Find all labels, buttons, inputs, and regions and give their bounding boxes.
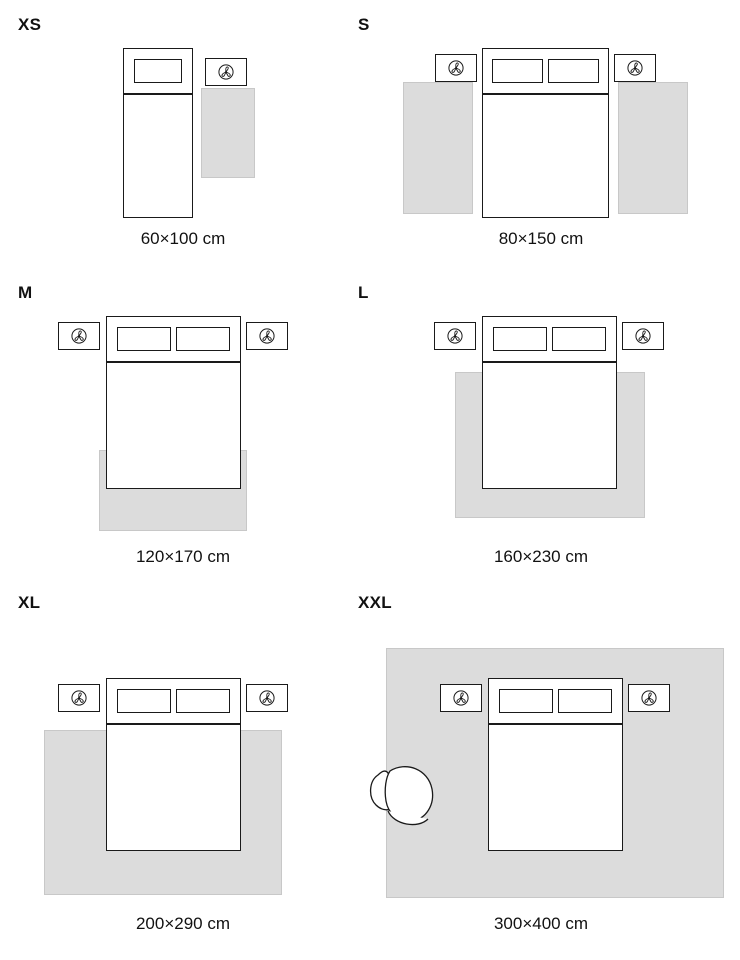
nightstand-xl-left — [58, 684, 100, 712]
size-label-xl: XL — [18, 593, 41, 612]
lamp-icon — [639, 688, 659, 708]
nightstand-l-left — [434, 322, 476, 350]
dimension-label-xl: 200×290 cm — [135, 914, 231, 933]
size-label-xxl: XXL — [358, 593, 392, 612]
pillow-xl-right — [176, 689, 230, 713]
dimension-label-l: 160×230 cm — [493, 547, 589, 566]
rug-shape-xs — [201, 88, 255, 178]
size-label-s: S — [358, 15, 370, 34]
nightstand-s-right — [614, 54, 656, 82]
pillow-m-right — [176, 327, 230, 351]
lamp-icon — [446, 58, 466, 78]
rug-size-cell-xs — [18, 12, 348, 262]
size-label-xs: XS — [18, 15, 42, 34]
dimension-label-m: 120×170 cm — [135, 547, 231, 566]
nightstand-m-right — [246, 322, 288, 350]
lamp-icon — [216, 62, 236, 82]
pillow-xxl-right — [558, 689, 612, 713]
nightstand-m-left — [58, 322, 100, 350]
dimension-label-s: 80×150 cm — [498, 229, 584, 248]
pillow-l-right — [552, 327, 606, 351]
rug-size-cell-xxl — [358, 590, 724, 950]
pillow-xs — [134, 59, 182, 83]
scene-m — [18, 298, 348, 528]
lamp-icon — [257, 688, 277, 708]
dimension-label-xxl: 300×400 cm — [493, 914, 589, 933]
nightstand-xl-right — [246, 684, 288, 712]
bed-xxl — [488, 724, 623, 851]
armchair-icon — [364, 755, 448, 837]
lamp-icon — [69, 688, 89, 708]
rug-size-cell-s — [358, 12, 724, 262]
size-label-m: M — [18, 283, 33, 302]
nightstand-xxl-left — [440, 684, 482, 712]
scene-s — [358, 30, 724, 210]
scene-xl — [18, 660, 348, 910]
lamp-icon — [445, 326, 465, 346]
lamp-icon — [633, 326, 653, 346]
rug-size-cell-l — [358, 280, 724, 580]
dimension-label-xs: 60×100 cm — [140, 229, 226, 248]
bed-m — [106, 362, 241, 489]
scene-xs — [18, 30, 348, 210]
lamp-icon — [451, 688, 471, 708]
scene-l — [358, 298, 724, 528]
nightstand-xxl-right — [628, 684, 670, 712]
bed-l — [482, 362, 617, 489]
bed-xs — [123, 94, 193, 218]
rug-shape-s-right — [618, 82, 688, 214]
bed-xl — [106, 724, 241, 851]
pillow-m-left — [117, 327, 171, 351]
bed-s — [482, 94, 609, 218]
rug-shape-s-left — [403, 82, 473, 214]
pillow-xxl-left — [499, 689, 553, 713]
nightstand-s-left — [435, 54, 477, 82]
rug-size-cell-m — [18, 280, 348, 580]
lamp-icon — [69, 326, 89, 346]
pillow-l-left — [493, 327, 547, 351]
pillow-s-left — [492, 59, 543, 83]
size-label-l: L — [358, 283, 369, 302]
lamp-icon — [257, 326, 277, 346]
nightstand-xs — [205, 58, 247, 86]
pillow-xl-left — [117, 689, 171, 713]
lamp-icon — [625, 58, 645, 78]
pillow-s-right — [548, 59, 599, 83]
rug-size-cell-xl — [18, 590, 348, 950]
scene-xxl — [358, 640, 724, 910]
nightstand-l-right — [622, 322, 664, 350]
